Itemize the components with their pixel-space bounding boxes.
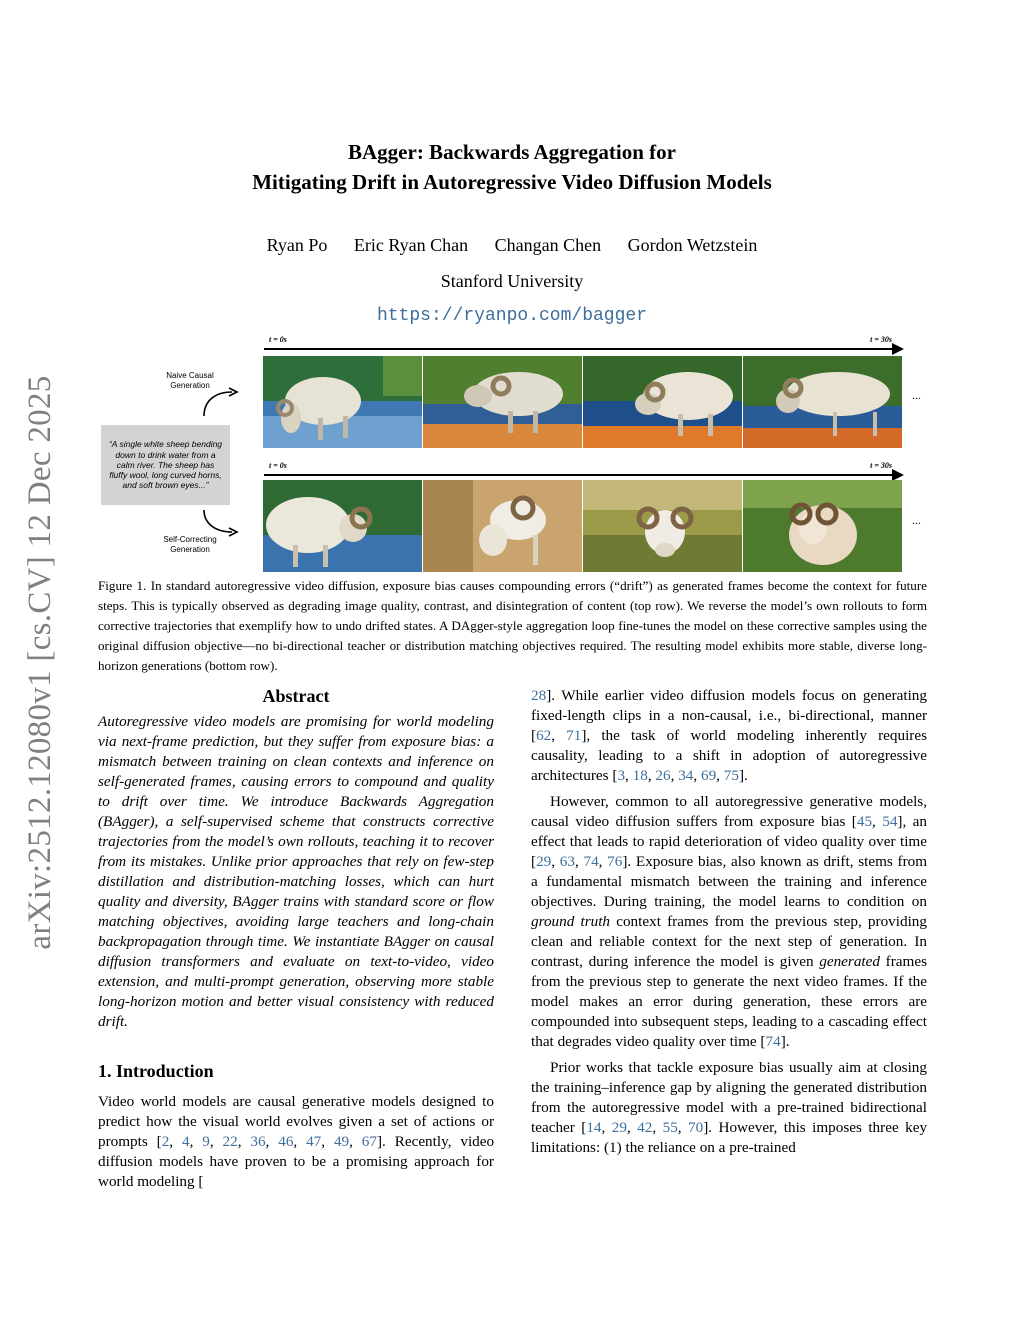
introduction-paragraph-2: However, common to all autoregressive generative models, causal video diffusion suffers from exposure bias [45, 54], an effect that leads to rapid deterioration of video quality over time [29, 63, 74, 76]. Exposure bias, also known as drift, stems from a fundamental mismatch between the training and inference objectives. During training, the model learns to condition on ground truth context frames from the previous step, providing clean and reliable context for the next step of generation. In contrast, during inference the model is given generated frames from the previous step to generate the next video frames. If the model makes an error during generation, these errors are compounded into subsequent steps, leading to a cascading effect that degrades video quality over time [74]. bbox=[531, 793, 928, 1050]
abstract-heading: Abstract bbox=[262, 686, 330, 706]
introduction-paragraph-3: Prior works that tackle exposure bias usually aim at closing the training–inference gap by aligning the generated distribution from the autoregressive model with a pre-trained bidirectional teacher [14, 29, 42, 55, 70]. However, this imposes three key limitations: (1) the reliance on a pre-trained bbox=[531, 1059, 928, 1156]
continuation-ellipsis: ... bbox=[912, 513, 921, 527]
citation-link[interactable]: 74 bbox=[583, 853, 599, 870]
citation-link[interactable]: 28 bbox=[531, 687, 547, 704]
citation-link[interactable]: 46 bbox=[278, 1133, 294, 1150]
video-frame-corrected-1 bbox=[263, 480, 422, 572]
citation-link[interactable]: 70 bbox=[688, 1119, 704, 1136]
paper-title-line-1: BAgger: Backwards Aggregation for bbox=[348, 140, 676, 164]
timeline-bottom bbox=[264, 461, 904, 479]
author: Gordon Wetzstein bbox=[627, 235, 758, 255]
video-frame-naive-3 bbox=[583, 356, 742, 448]
citation-link[interactable]: 76 bbox=[607, 853, 623, 870]
author-list bbox=[0, 235, 1024, 256]
citation-link[interactable]: 29 bbox=[536, 853, 552, 870]
timeline-start-label: t = 0s bbox=[269, 461, 287, 470]
introduction-paragraph-1: Video world models are causal generative models designed to predict how the visual world evolves given a set of actions or prompts [2, 4, 9, 22, 36, 46, 47, 49, 67]. Recently, video diffusion models have proven to be a promising approach for world modeling [ bbox=[98, 1093, 495, 1190]
prompt-box bbox=[101, 425, 230, 505]
author: Eric Ryan Chan bbox=[353, 235, 469, 255]
timeline-start-label: t = 0s bbox=[269, 335, 287, 344]
video-frame-corrected-2 bbox=[423, 480, 582, 572]
citation-link[interactable]: 36 bbox=[250, 1133, 266, 1150]
citation-link[interactable]: 4 bbox=[181, 1133, 190, 1150]
introduction-heading: 1. Introduction bbox=[98, 1061, 214, 1081]
citation-link[interactable]: 71 bbox=[566, 727, 582, 744]
prompt-text: “A single white sheep bending down to drink water from a calm river. The sheep has fluffy wool, long curved horns, and soft brown eyes...” bbox=[108, 439, 223, 491]
video-frame-naive-1 bbox=[263, 356, 422, 448]
citation-link[interactable]: 34 bbox=[678, 767, 694, 784]
introduction-paragraph-1-continued: 28]. While earlier video diffusion models focus on generating fixed-length clips in a non-causal, i.e., bi-directional, manner [62, 71], the task of world modeling inherently requires causality, leading to a shift in adoption of autoregressive architectures [3, 18, 26, 34, 69, 75]. bbox=[531, 687, 927, 784]
abstract-body: Autoregressive video models are promising for world modeling via next-frame prediction, but they suffer from exposure bias: a mismatch between training on clean contexts and inference on self-generated frames, causing errors to compound and quality to drift over time. We introduce Backwards Aggregation (BAgger), a self-supervised scheme that constructs corrective trajectories from the model’s own rollouts, teaching it to recover from its mistakes. Unlike prior approaches that rely on few-step distillation and distribution-matching losses, which can hurt quality and diversity, BAgger trains with standard score or flow matching objectives, avoiding large teachers and long-chain backpropagation through time. We instantiate BAgger on causal diffusion transformers and evaluate on text-to-video, video extension, and multi-prompt generation, observing more stable long-horizon motion and better visual consistency with reduced drift. bbox=[98, 713, 494, 1030]
figure-caption: Figure 1. In standard autoregressive video diffusion, exposure bias causes compounding errors (“drift”) as generated frames become the context for future steps. This is typically observed as degrading image quality, contrast, and disintegration of content (top row). We reverse the model’s own rollouts to form corrective trajectories that exemplify how to undo drifted states. A DAgger-style aggregation loop fine-tunes the model on these corrective samples using the original diffusion objective—no bi-directional teacher or distribution matching objectives required. The resulting model exhibits more stable, diverse long-horizon generations (bottom row). bbox=[98, 578, 927, 673]
citation-link[interactable]: 62 bbox=[536, 727, 552, 744]
author: Changan Chen bbox=[494, 235, 602, 255]
right-column bbox=[531, 686, 927, 1158]
citation-link[interactable]: 54 bbox=[882, 813, 898, 830]
citation-link[interactable]: 29 bbox=[611, 1119, 627, 1136]
video-frame-corrected-4 bbox=[743, 480, 902, 572]
video-frame-corrected-3 bbox=[583, 480, 742, 572]
citation-link[interactable]: 18 bbox=[632, 767, 648, 784]
citation-link[interactable]: 9 bbox=[202, 1133, 210, 1150]
row-label-self-correcting: Self-Correcting Generation bbox=[163, 535, 217, 554]
author: Ryan Po bbox=[266, 235, 328, 255]
left-column bbox=[98, 686, 494, 1192]
citation-link[interactable]: 55 bbox=[662, 1119, 678, 1136]
citation-link[interactable]: 22 bbox=[222, 1133, 238, 1150]
citation-link[interactable]: 49 bbox=[333, 1133, 350, 1150]
citation-link[interactable]: 74 bbox=[765, 1033, 781, 1050]
affiliation: Stanford University bbox=[440, 271, 584, 291]
video-frame-naive-2 bbox=[423, 356, 582, 448]
citation-link[interactable]: 45 bbox=[856, 813, 873, 830]
row-label-naive: Naive Causal Generation bbox=[166, 371, 214, 390]
citation-link[interactable]: 2 bbox=[161, 1133, 170, 1150]
curved-arrow-icon bbox=[196, 386, 246, 420]
citation-link[interactable]: 67 bbox=[361, 1133, 377, 1150]
timeline-end-label: t = 30s bbox=[870, 335, 892, 344]
project-url-link[interactable]: https://ryanpo.com/bagger bbox=[376, 306, 648, 326]
video-frame-naive-4 bbox=[743, 356, 902, 448]
arrow-right-icon bbox=[892, 343, 904, 355]
paper-title-line-2: Mitigating Drift in Autoregressive Video Diffusion Models bbox=[252, 170, 772, 194]
arxiv-stamp bbox=[10, 370, 70, 955]
timeline-top bbox=[264, 335, 904, 353]
timeline-end-label: t = 30s bbox=[870, 461, 892, 470]
citation-link[interactable]: 14 bbox=[586, 1119, 602, 1136]
citation-link[interactable]: 47 bbox=[306, 1133, 322, 1150]
citation-link[interactable]: 26 bbox=[655, 767, 671, 784]
citation-link[interactable]: 75 bbox=[723, 767, 739, 784]
arxiv-stamp-text: arXiv:2512.12080v1 [cs.CV] 12 Dec 2025 bbox=[22, 375, 58, 950]
citation-link[interactable]: 3 bbox=[617, 767, 626, 784]
citation-link[interactable]: 69 bbox=[700, 767, 717, 784]
continuation-ellipsis: ... bbox=[912, 388, 921, 402]
curved-arrow-icon bbox=[196, 508, 246, 538]
citation-link[interactable]: 63 bbox=[559, 853, 575, 870]
citation-link[interactable]: 42 bbox=[637, 1119, 653, 1136]
